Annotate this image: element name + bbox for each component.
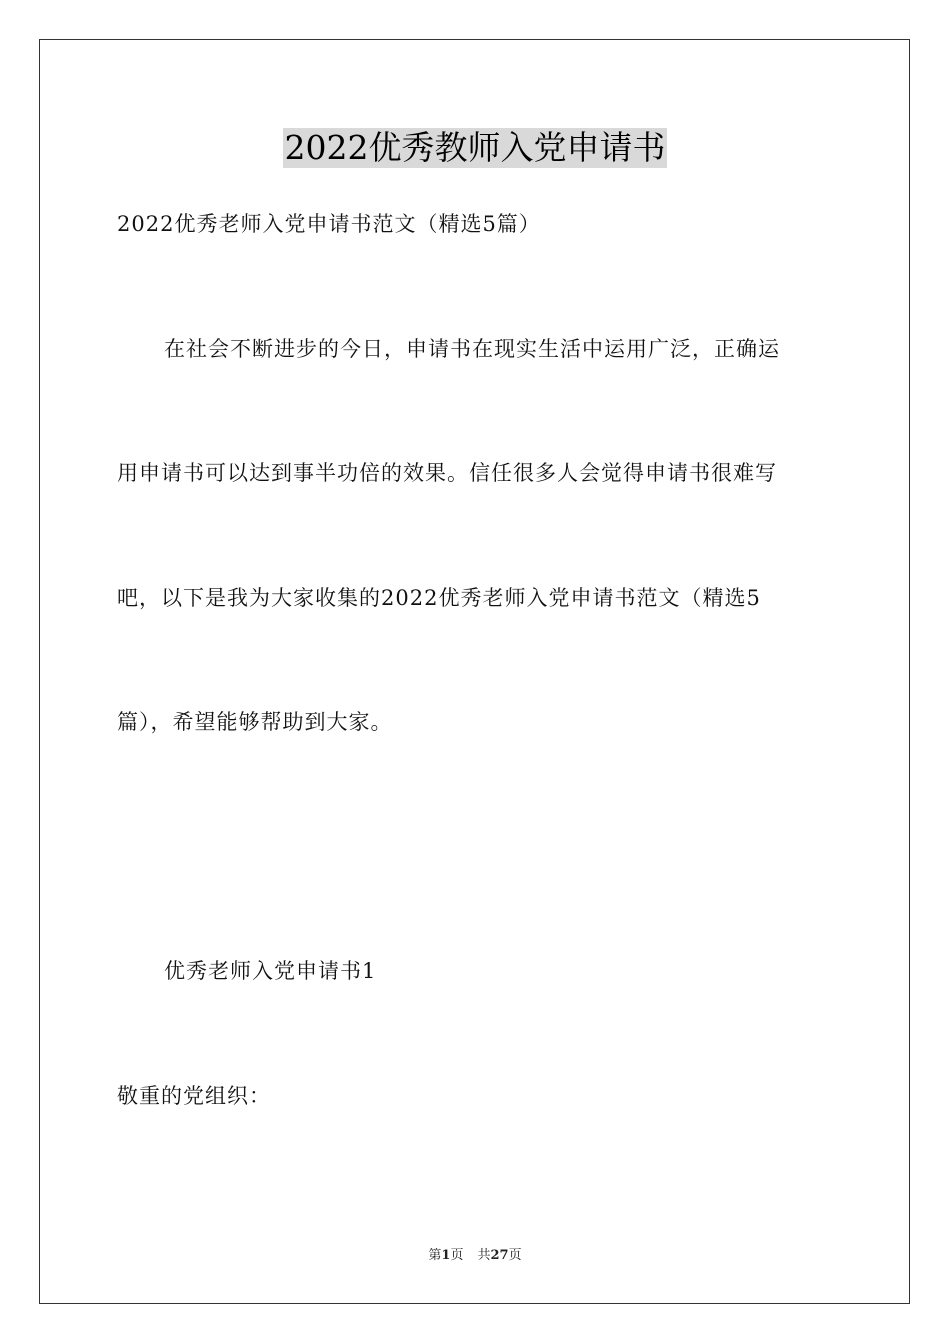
intro-line-2: 用申请书可以达到事半功倍的效果。信任很多人会觉得申请书很难写 — [117, 461, 777, 485]
intro-line-3: 吧，以下是我为大家收集的2022优秀老师入党申请书范文（精选5 — [117, 586, 761, 610]
section-heading: 优秀老师入党申请书1 — [164, 959, 377, 983]
salutation: 敬重的党组织： — [117, 1084, 271, 1108]
intro-line-1: 在社会不断进步的今日，申请书在现实生活中运用广泛，正确运 — [164, 337, 780, 361]
document-subtitle: 2022优秀老师入党申请书范文（精选5篇） — [117, 212, 541, 236]
title-container — [0, 128, 950, 168]
footer-total-prefix: 共 — [477, 1248, 491, 1263]
footer-page-prefix: 第 — [428, 1248, 442, 1263]
document-title: 2022优秀教师入党申请书 — [284, 128, 666, 167]
footer-total-suffix: 页 — [508, 1248, 522, 1263]
footer-total-pages: 27 — [490, 1248, 509, 1263]
footer-page-number: 1 — [441, 1248, 451, 1263]
page-footer — [0, 1247, 950, 1265]
footer-page-suffix: 页 — [450, 1248, 464, 1263]
intro-line-4: 篇），希望能够帮助到大家。 — [117, 710, 393, 734]
